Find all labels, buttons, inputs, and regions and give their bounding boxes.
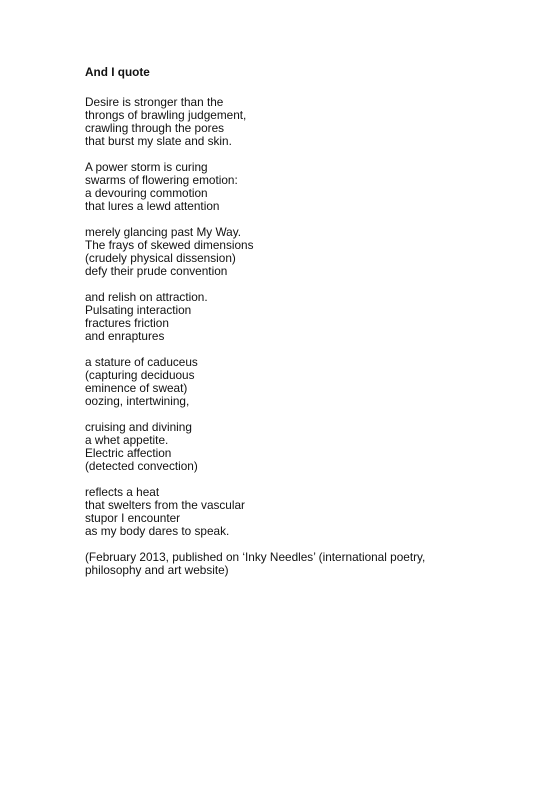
poem-line: a whet appetite. [85,433,169,447]
poem-line: crawling through the pores [85,121,225,135]
stanza-1 [85,96,505,148]
poem-line: that burst my slate and skin. [85,134,232,148]
stanza-4 [85,291,505,343]
stanza-6 [85,421,505,473]
poem-line: as my body dares to speak. [85,524,230,538]
poem-line: Electric affection [85,446,172,460]
poem-line: (crudely physical dissension) [85,251,236,265]
poem-line: fractures friction [85,316,169,330]
poem-line: eminence of sweat) [85,381,188,395]
poem [85,66,505,577]
poem-line: merely glancing past My Way. [85,225,242,239]
poem-line: (capturing deciduous [85,368,195,382]
stanza-7 [85,486,505,538]
stanza-3 [85,226,505,278]
poem-line: defy their prude convention [85,264,228,278]
poem-line: cruising and divining [85,420,192,434]
publication-note: (February 2013, published on ‘Inky Needles’ (international poetry, philosophy and art website) [85,550,426,577]
poem-line: A power storm is curing [85,160,208,174]
poem-title: And I quote [85,65,150,79]
poem-line: swarms of flowering emotion: [85,173,238,187]
stanza-2 [85,161,505,213]
stanza-5 [85,356,505,408]
poem-line: and enraptures [85,329,165,343]
poem-line: (detected convection) [85,459,198,473]
poem-line: that swelters from the vascular [85,498,245,512]
poem-line: a stature of caduceus [85,355,198,369]
poem-line: Desire is stronger than the [85,95,224,109]
poem-line: reflects a heat [85,485,160,499]
poem-line: stupor I encounter [85,511,181,525]
poem-line: a devouring commotion [85,186,208,200]
poem-line: that lures a lewd attention [85,199,220,213]
poem-line: throngs of brawling judgement, [85,108,247,122]
poem-line: and relish on attraction. [85,290,208,304]
poem-line: Pulsating interaction [85,303,192,317]
poem-line: The frays of skewed dimensions [85,238,254,252]
poem-line: oozing, intertwining, [85,394,190,408]
